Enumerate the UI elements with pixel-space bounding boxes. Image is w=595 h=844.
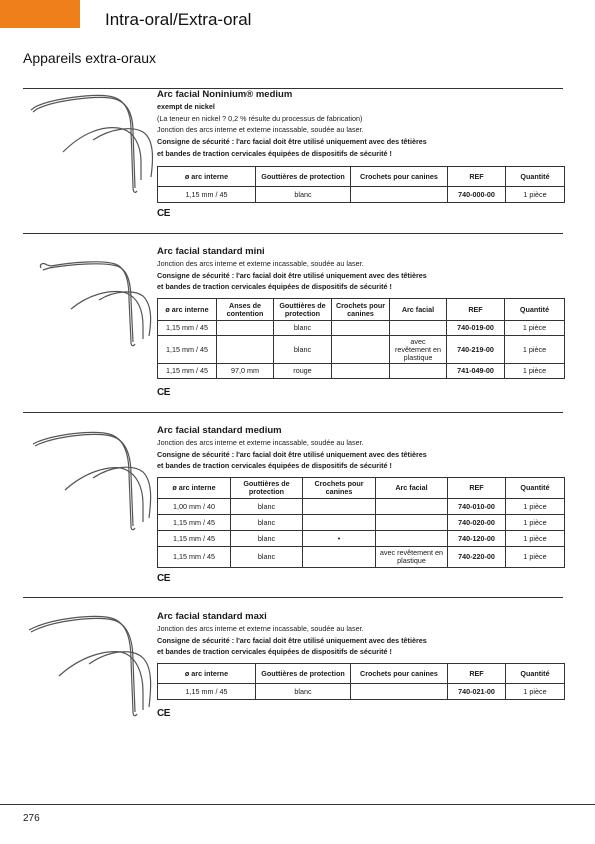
table-header: Quantité [506, 478, 565, 499]
table-cell-ref: 740-219-00 [447, 336, 505, 364]
product-title: Arc facial Noninium® medium [157, 89, 293, 100]
table-header: Gouttières de protection [256, 664, 351, 684]
product-line: Consigne de sécurité : l'arc facial doit être utilisé uniquement avec des têtières [157, 449, 427, 459]
product-line: et bandes de traction cervicales équipées de dispositifs de sécurité ! [157, 647, 392, 657]
header-accent-bar [0, 0, 80, 28]
table-cell: 1 pièce [505, 364, 565, 379]
table-header: Anses de contention [217, 299, 274, 321]
table-cell: 1 pièce [506, 531, 565, 547]
table-cell: blanc [274, 321, 332, 336]
product-table [157, 298, 565, 379]
table-cell: rouge [274, 364, 332, 379]
page-header-title: Intra-oral/Extra-oral [105, 10, 252, 29]
product-line: et bandes de traction cervicales équipées de dispositifs de sécurité ! [157, 148, 392, 158]
table-cell [217, 321, 274, 336]
table-cell: 1,15 mm / 45 [158, 336, 217, 364]
table-header: Crochets pour canines [332, 299, 390, 321]
table-cell [332, 321, 390, 336]
table-cell [376, 499, 448, 515]
table-cell [376, 515, 448, 531]
product-info [157, 425, 567, 472]
table-header: Gouttières de protection [231, 478, 303, 499]
table-cell: 1 pièce [506, 515, 565, 531]
table-cell: blanc [256, 684, 351, 700]
table-cell [332, 364, 390, 379]
product-table [157, 166, 565, 203]
table-cell: 1,15 mm / 45 [158, 531, 231, 547]
table-header: ø arc interne [158, 478, 231, 499]
table-row [158, 336, 565, 364]
table-cell-ref: 740-019-00 [447, 321, 505, 336]
table-row [158, 499, 565, 515]
table-cell: 1,15 mm / 45 [158, 187, 256, 203]
product-line: Consigne de sécurité : l'arc facial doit être utilisé uniquement avec des têtières [157, 137, 427, 147]
table-cell-ref: 741-049-00 [447, 364, 505, 379]
table-cell: 1,15 mm / 45 [158, 547, 231, 568]
table-cell: 1,00 mm / 40 [158, 499, 231, 515]
table-row [158, 364, 565, 379]
table-cell: blanc [231, 515, 303, 531]
table-cell: • [303, 531, 376, 547]
product-info [157, 611, 567, 658]
table-cell: 1 pièce [506, 684, 565, 700]
table-cell: 1 pièce [506, 499, 565, 515]
table-cell: 1,15 mm / 45 [158, 684, 256, 700]
facebow-image [23, 612, 153, 720]
table-cell: blanc [231, 547, 303, 568]
product-line: Jonction des arcs interne et externe incassable, soudée au laser. [157, 624, 364, 633]
product-line: Jonction des arcs interne et externe incassable, soudée au laser. [157, 438, 364, 447]
table-header: ø arc interne [158, 299, 217, 321]
product-line: Jonction des arcs interne et externe incassable, soudée au laser. [157, 259, 364, 268]
table-cell [351, 187, 448, 203]
table-cell-ref: 740-021-00 [448, 684, 506, 700]
product-line: (La teneur en nickel ? 0,2 % résulte du processus de fabrication) [157, 113, 363, 123]
table-header: Crochets pour canines [351, 167, 448, 187]
product-separator [23, 412, 563, 413]
product-title: Arc facial standard maxi [157, 611, 267, 622]
table-cell-ref: 740-000-00 [448, 187, 506, 203]
product-separator [23, 597, 563, 598]
table-header: Quantité [506, 167, 565, 187]
table-cell: 1,15 mm / 45 [158, 321, 217, 336]
product-line: Consigne de sécurité : l'arc facial doit être utilisé uniquement avec des têtières [157, 270, 427, 280]
table-header: REF [448, 478, 506, 499]
table-cell: blanc [256, 187, 351, 203]
product-title: Arc facial standard medium [157, 425, 282, 436]
ce-mark: CE [157, 708, 170, 719]
table-header: ø arc interne [158, 664, 256, 684]
footer-rule [0, 804, 595, 805]
table-cell [390, 321, 447, 336]
table-cell [390, 364, 447, 379]
table-header: Gouttières de protection [274, 299, 332, 321]
table-cell: 1,15 mm / 45 [158, 515, 231, 531]
facebow-image [23, 428, 153, 533]
table-header: Gouttières de protection [256, 167, 351, 187]
product-table [157, 663, 565, 700]
product-line: Jonction des arcs interne et externe incassable, soudée au laser. [157, 125, 364, 135]
table-header: Arc facial [390, 299, 447, 321]
facebow-image [23, 92, 153, 197]
table-row [158, 531, 565, 547]
product-separator [23, 233, 563, 234]
table-header: ø arc interne [158, 167, 256, 187]
table-cell [376, 531, 448, 547]
table-cell [303, 499, 376, 515]
table-row [158, 547, 565, 568]
table-cell: 97,0 mm [217, 364, 274, 379]
table-cell: 1 pièce [506, 547, 565, 568]
table-cell [351, 684, 448, 700]
table-cell: 1,15 mm / 45 [158, 364, 217, 379]
table-row [158, 321, 565, 336]
table-cell-ref: 740-020-00 [448, 515, 506, 531]
product-info [157, 246, 567, 293]
table-cell [303, 515, 376, 531]
table-header: Arc facial [376, 478, 448, 499]
table-header: Crochets pour canines [303, 478, 376, 499]
table-header: Quantité [505, 299, 565, 321]
table-cell-ref: 740-120-00 [448, 531, 506, 547]
product-line: et bandes de traction cervicales équipées de dispositifs de sécurité ! [157, 282, 392, 292]
product-info [157, 89, 567, 160]
product-title: Arc facial standard mini [157, 246, 265, 257]
table-header: Crochets pour canines [351, 664, 448, 684]
section-title: Appareils extra-oraux [23, 50, 157, 66]
table-cell: blanc [231, 531, 303, 547]
table-header: REF [448, 167, 506, 187]
table-cell: avec revêtement en plastique [376, 547, 448, 568]
page-number: 276 [23, 813, 40, 824]
table-header: Quantité [506, 664, 565, 684]
ce-mark: CE [157, 573, 170, 584]
table-cell: blanc [231, 499, 303, 515]
table-header: REF [448, 664, 506, 684]
table-cell: 1 pièce [505, 321, 565, 336]
product-line: Consigne de sécurité : l'arc facial doit être utilisé uniquement avec des têtières [157, 635, 427, 645]
table-cell [332, 336, 390, 364]
table-cell-ref: 740-220-00 [448, 547, 506, 568]
product-line: exempt de nickel [157, 102, 215, 111]
ce-mark: CE [157, 387, 170, 398]
ce-mark: CE [157, 208, 170, 219]
table-cell: 1 pièce [506, 187, 565, 203]
table-row [158, 515, 565, 531]
table-cell-ref: 740-010-00 [448, 499, 506, 515]
product-table [157, 477, 565, 568]
table-row [158, 187, 565, 203]
table-row [158, 684, 565, 700]
table-cell: 1 pièce [505, 336, 565, 364]
facebow-image [23, 254, 153, 349]
table-cell: avec revêtement en plastique [390, 336, 447, 364]
table-cell [303, 547, 376, 568]
product-line: et bandes de traction cervicales équipées de dispositifs de sécurité ! [157, 461, 392, 471]
table-header: REF [447, 299, 505, 321]
table-cell [217, 336, 274, 364]
table-cell: blanc [274, 336, 332, 364]
